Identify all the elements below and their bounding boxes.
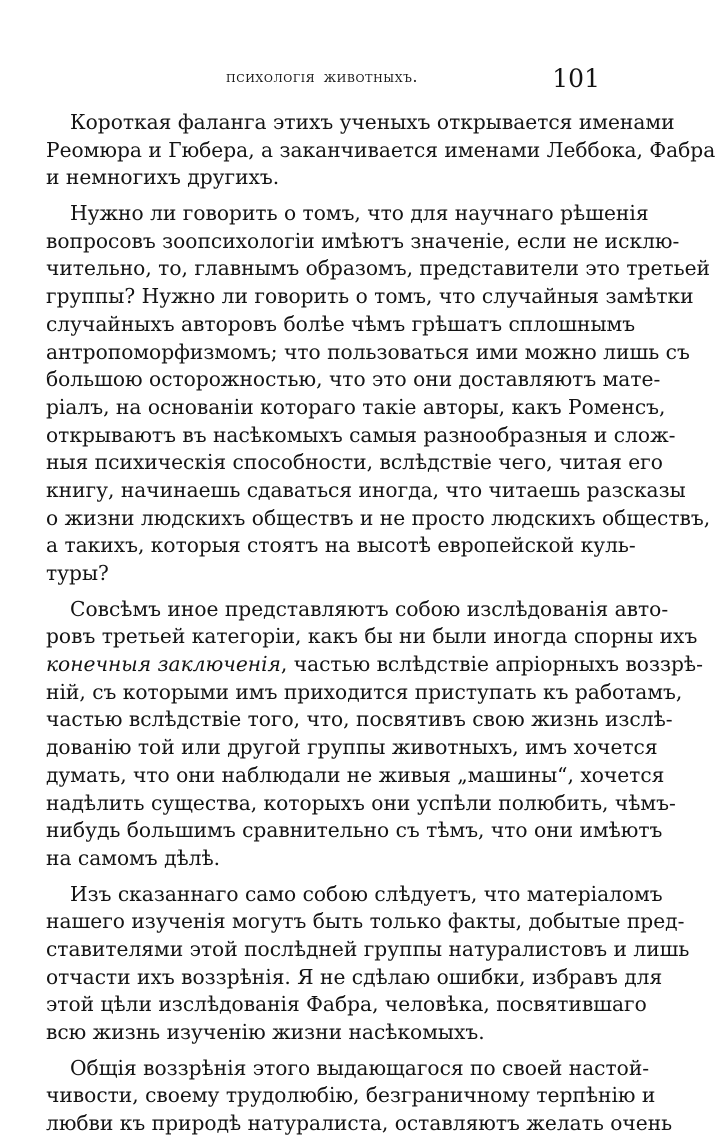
paragraph-3-line-3: [46, 651, 703, 679]
paragraph-2-line-2: вопросовъ зоопсихологіи имѣютъ значеніе, если не исклю-: [46, 228, 680, 253]
paragraph-5-line-3: любви къ природѣ натуралиста, оставляютъ желать очень: [46, 1111, 673, 1136]
paragraph-2-line-9: открываютъ въ насѣкомыхъ самыя разнообразныя и слож-: [46, 422, 676, 447]
italic-phrase: конечныя заключенія: [46, 652, 281, 677]
paragraph-3-line-8: надѣлить существа, которыхъ они успѣли полюбить, чѣмъ-: [46, 790, 676, 815]
running-head: психологія животныхъ.: [226, 68, 418, 86]
page-number: 101: [552, 64, 600, 93]
paragraph-2-line-7: большою осторожностью, что это они доставляютъ мате-: [46, 367, 661, 392]
paragraph-3-line-4: ній, съ которыми имъ приходится приступать къ работамъ,: [46, 679, 683, 704]
paragraph-2-line-3: чительно, то, главнымъ образомъ, представители это третьей: [46, 256, 710, 281]
paragraph-5-line-2: чивости, своему трудолюбію, безграничному терпѣнію и: [46, 1083, 656, 1108]
paragraph-2-line-6: антропоморфизмомъ; что пользоваться ими можно лишь съ: [46, 339, 690, 364]
paragraph-2-line-10: ныя психическія способности, вслѣдствіе чего, читая его: [46, 450, 663, 475]
paragraph-3-line-9: нибудь большимъ сравнительно съ тѣмъ, что они имѣютъ: [46, 818, 663, 843]
paragraph-4-line-1: Изъ сказаннаго само собою слѣдуетъ, что матеріаломъ: [70, 881, 663, 906]
paragraph-4-line-5: этой цѣли изслѣдованія Фабра, человѣка, посвятившаго: [46, 992, 647, 1017]
paragraph-2-line-12: о жизни людскихъ обществъ и не просто людскихъ обществъ,: [46, 505, 711, 530]
body-text: [46, 109, 715, 1138]
paragraph-4-line-3: ставителями этой послѣдней группы натуралистовъ и лишь: [46, 936, 690, 961]
paragraph-2-line-11: книгу, начинаешь сдаваться иногда, что читаешь разсказы: [46, 477, 686, 502]
paragraph-2-line-14: туры?: [46, 561, 109, 585]
paragraph-2-line-1: Нужно ли говорить о томъ, что для научнаго рѣшенія: [70, 201, 649, 226]
paragraph-3-line-10: на самомъ дѣлѣ.: [46, 845, 221, 870]
paragraph-2-line-13: а такихъ, которыя стоятъ на высотѣ европейской куль-: [46, 533, 636, 558]
page-header: [40, 64, 600, 98]
paragraph-3-line-5: частью вслѣдствіе того, что, посвятивъ свою жизнь изслѣ-: [46, 707, 673, 732]
paragraph-2-line-4: группы? Нужно ли говорить о томъ, что случайныя замѣтки: [46, 284, 694, 309]
paragraph-4-line-2: нашего изученія могутъ быть только факты, добытые пред-: [46, 909, 685, 934]
paragraph-1-line-2: Реомюра и Гюбера, а заканчивается именами Леббока, Фабра: [46, 137, 715, 162]
paragraph-2-line-8: ріалъ, на основаніи котораго такіе авторы, какъ Роменсъ,: [46, 394, 666, 419]
paragraph-5-line-1: Общія воззрѣнія этого выдающагося по своей настой-: [70, 1055, 650, 1080]
paragraph-1-line-1: Короткая фаланга этихъ ученыхъ открывается именами: [70, 110, 675, 134]
line-continuation: , частью вслѣдствіе апріорныхъ воззрѣ-: [280, 652, 703, 677]
paragraph-3-line-2: ровъ третьей категоріи, какъ бы ни были иногда спорны ихъ: [46, 624, 698, 649]
paragraph-3-line-6: дованію той или другой группы животныхъ, имъ хочется: [46, 735, 658, 760]
paragraph-2-line-5: случайныхъ авторовъ болѣе чѣмъ грѣшатъ сплошнымъ: [46, 311, 636, 336]
paragraph-3-line-1: Совсѣмъ иное представляютъ собою изслѣдованія авто-: [70, 596, 669, 621]
paragraph-3-line-7: думать, что они наблюдали не живыя „машины“, хочется: [46, 762, 665, 787]
paragraph-4-line-4: отчасти ихъ воззрѣнія. Я не сдѣлаю ошибки, избравъ для: [46, 964, 663, 989]
paragraph-1-line-3: и немногихъ другихъ.: [46, 165, 280, 190]
paragraph-4-line-6: всю жизнь изученію жизни насѣкомыхъ.: [46, 1020, 485, 1044]
